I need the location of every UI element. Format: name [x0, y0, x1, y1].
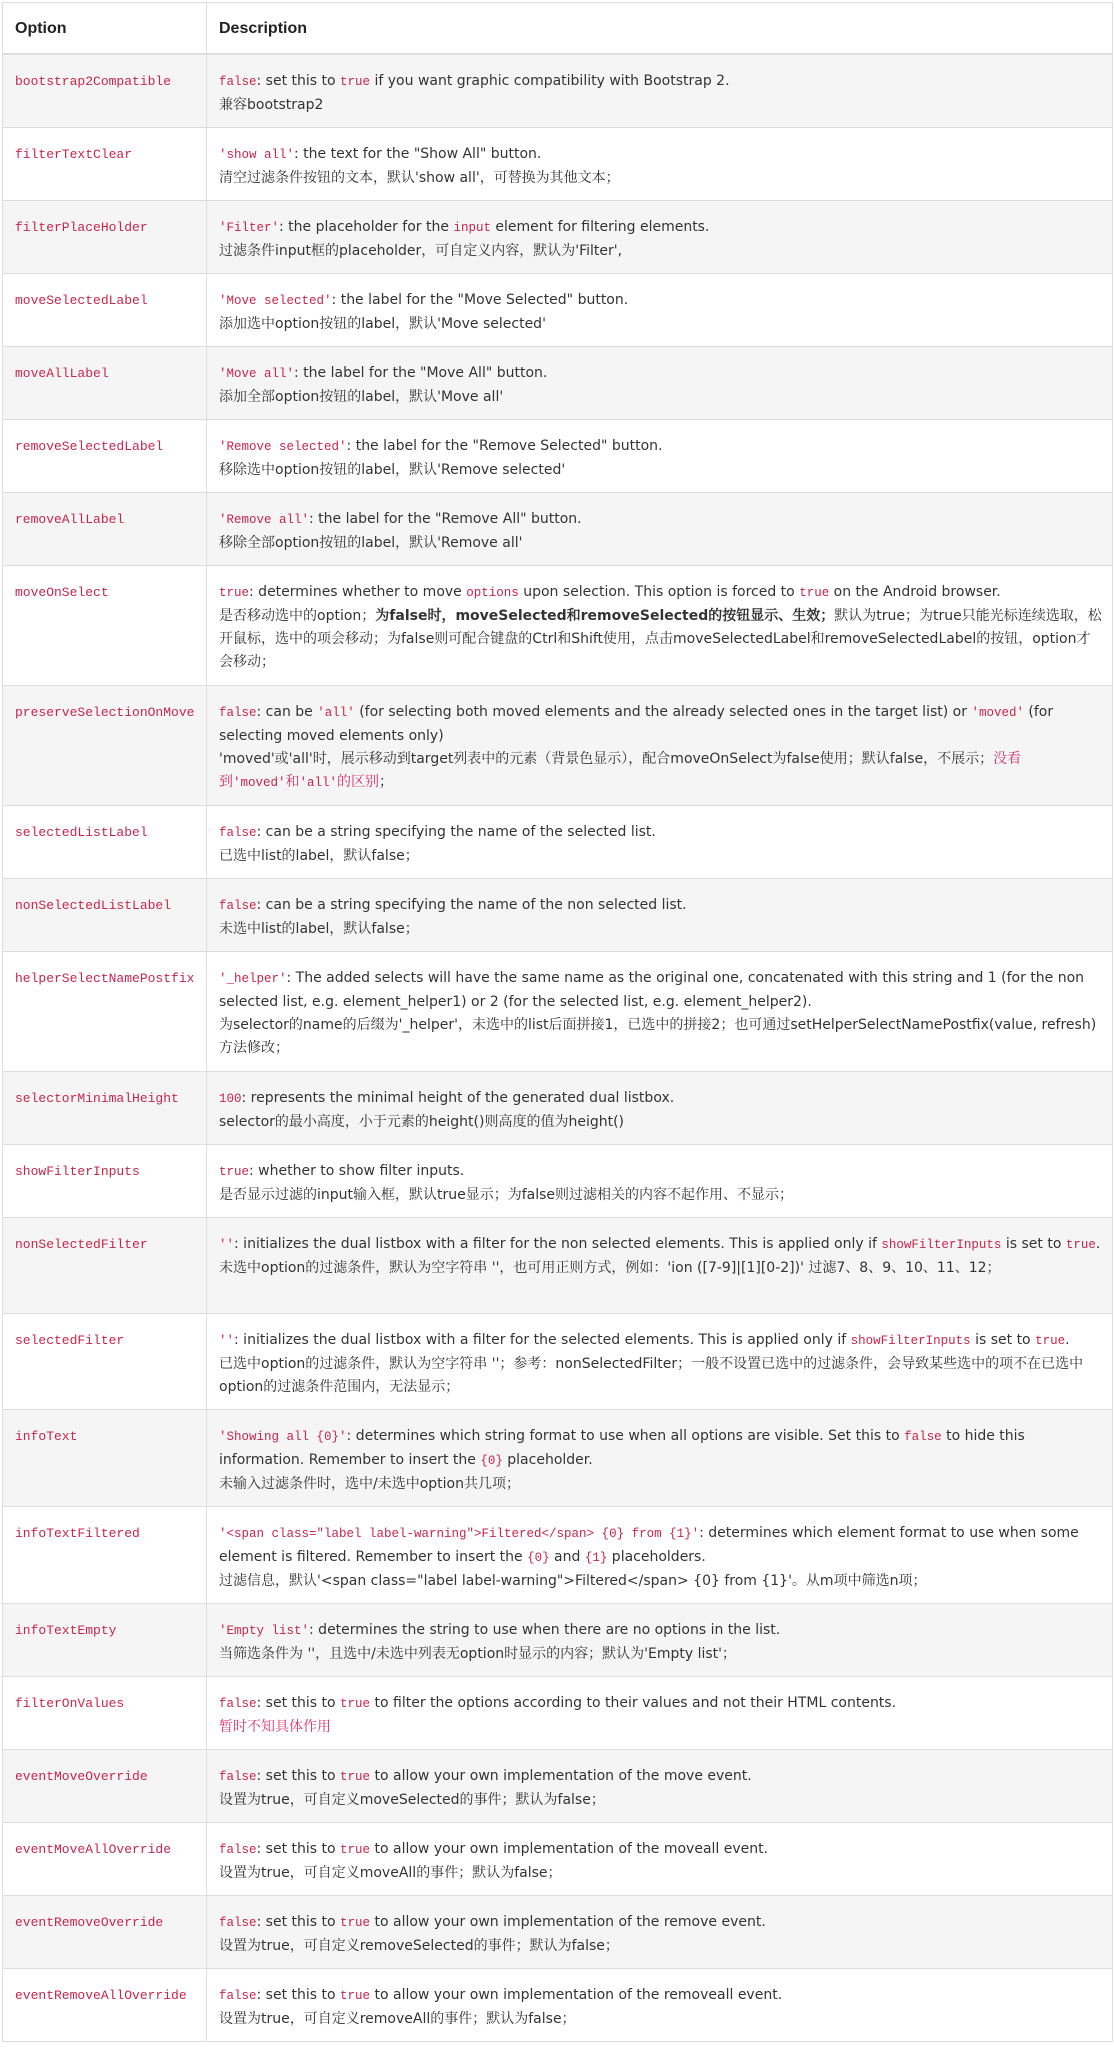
option-name: infoTextEmpty [3, 1603, 207, 1676]
option-description [207, 1071, 1113, 1144]
text: 清空过滤条件按钮的文本，默认'show all'，可替换为其他文本； [219, 169, 620, 186]
text: 添加选中option按钮的label，默认'Move selected' [219, 315, 546, 332]
text: 已选中option的过滤条件，默认为空字符串 ''；参考：nonSelectedFilter；一般不设置已选中的过滤条件，会导致某些选中的项不在已选中option的过滤条件范围内，无法显示； [219, 1355, 1084, 1395]
inline-code: 'moved' [971, 705, 1024, 720]
description-english [219, 1329, 1102, 1353]
text: : the label for the "Move Selected" button. [331, 291, 629, 308]
description-chinese [219, 94, 1102, 117]
option-name: eventRemoveOverride [3, 1895, 207, 1968]
option-description [207, 1506, 1113, 1603]
description-english [219, 435, 1102, 459]
table-row [3, 1822, 1113, 1895]
emphasis-text: 为false时，moveSelected和removeSelected的按钮显示、生效； [375, 607, 835, 624]
description-english [219, 1233, 1102, 1257]
description-english [219, 1087, 1102, 1111]
description-english [219, 216, 1102, 240]
text: placeholders. [607, 1548, 706, 1565]
text: 未选中option的过滤条件，默认为空字符串 ''，也可用正则方式，例如：'ion ([7-9]|[1][0-2])' 过滤7、8、9、10、11、12； [219, 1259, 1001, 1276]
description-english [219, 1425, 1102, 1473]
text: : set this to [256, 1913, 341, 1930]
option-description [207, 492, 1113, 565]
table-row [3, 1506, 1113, 1603]
option-name: moveAllLabel [3, 346, 207, 419]
inline-code: false [219, 705, 257, 720]
description-chinese [219, 1353, 1102, 1399]
option-description [207, 273, 1113, 346]
text: : set this to [256, 1694, 341, 1711]
inline-code: 'Move all' [219, 366, 295, 381]
column-header-option: Option [3, 3, 207, 55]
description-chinese [219, 1935, 1102, 1958]
text: 是否移动选中的option； [219, 607, 376, 624]
description-english [219, 581, 1102, 605]
option-name: showFilterInputs [3, 1144, 207, 1217]
text: 移除全部option按钮的label，默认'Remove all' [219, 534, 523, 551]
column-header-description: Description [207, 3, 1113, 55]
text: . [1095, 1235, 1101, 1252]
description-chinese [219, 240, 1102, 263]
highlight-note: 没看到 [219, 750, 1022, 790]
option-name: removeSelectedLabel [3, 419, 207, 492]
text: : set this to [256, 73, 341, 89]
table-row [3, 1313, 1113, 1409]
text: on the Android browser. [829, 583, 1001, 600]
inline-code: '_helper' [219, 971, 287, 986]
description-chinese [219, 1643, 1102, 1666]
inline-code: 'moved' [233, 775, 286, 790]
highlight-note: 的区别 [337, 773, 380, 790]
text: selector的最小高度，小于元素的height()则高度的值为height() [219, 1113, 625, 1130]
text: to allow your own implementation of the moveall event. [370, 1840, 769, 1857]
description-english [219, 508, 1102, 532]
options-table [2, 2, 1113, 2042]
option-name: eventMoveOverride [3, 1749, 207, 1822]
option-name: moveSelectedLabel [3, 273, 207, 346]
inline-code: 'Filter' [219, 220, 280, 235]
description-chinese [219, 1184, 1102, 1207]
text: : can be a string specifying the name of the non selected list. [256, 896, 687, 913]
inline-code: true [219, 1164, 250, 1179]
text: 设置为true，可自定义moveAll的事件；默认为false； [219, 1864, 562, 1881]
option-name: eventRemoveAllOverride [3, 1968, 207, 2041]
option-description [207, 1676, 1113, 1749]
text: upon selection. This option is forced to [518, 583, 800, 600]
inline-code: false [904, 1429, 942, 1444]
text: 设置为true，可自定义moveSelected的事件；默认为false； [219, 1791, 605, 1808]
text: 已选中list的label，默认false； [219, 847, 419, 864]
inline-code: true [340, 75, 371, 89]
description-chinese [219, 1789, 1102, 1812]
table-row [3, 54, 1113, 127]
description-chinese [219, 1111, 1102, 1134]
description-english [219, 894, 1102, 918]
description-english [219, 701, 1102, 748]
option-name: preserveSelectionOnMove [3, 685, 207, 805]
text: : The added selects will have the same name as the original one, concatenated with this string and 1 (for the non selected list, e.g. element_helper1) or 2 (for the selected list, e.g. element_helper2). [219, 969, 1085, 1010]
table-row [3, 273, 1113, 346]
description-english [219, 70, 1102, 94]
highlight-note: 暂时不知具体作用 [219, 1718, 331, 1735]
text: is set to [970, 1331, 1036, 1348]
inline-code: true [799, 585, 830, 600]
option-name: moveOnSelect [3, 565, 207, 685]
description-chinese [219, 845, 1102, 868]
option-description [207, 1313, 1113, 1409]
description-chinese [219, 1014, 1102, 1060]
text: : whether to show filter inputs. [249, 1162, 465, 1179]
text: : determines the string to use when there are no options in the list. [309, 1621, 781, 1638]
inline-code: 'Empty list' [219, 1623, 310, 1638]
text: : the placeholder for the [279, 218, 454, 235]
text: 当筛选条件为 ''，且选中/未选中列表无option时显示的内容；默认为'Empty list'； [219, 1645, 736, 1662]
option-description [207, 805, 1113, 878]
option-description [207, 1217, 1113, 1313]
description-english [219, 1911, 1102, 1935]
option-name: selectedFilter [3, 1313, 207, 1409]
description-chinese [219, 918, 1102, 941]
option-description [207, 1409, 1113, 1506]
text: : initializes the dual listbox with a filter for the non selected elements. This is applied only if [234, 1235, 882, 1252]
option-description [207, 54, 1113, 127]
option-name: filterOnValues [3, 1676, 207, 1749]
table-row [3, 1071, 1113, 1144]
text: : the label for the "Remove All" button. [309, 510, 582, 527]
text: to allow your own implementation of the removeall event. [370, 1986, 783, 2003]
option-name: helperSelectNamePostfix [3, 951, 207, 1071]
text: 设置为true，可自定义removeAll的事件；默认为false； [219, 2010, 576, 2027]
text: (for selecting moved elements only) [219, 703, 1054, 744]
text: : can be [256, 703, 318, 720]
inline-code: 100 [219, 1091, 242, 1106]
inline-code: 'Remove all' [219, 512, 310, 527]
inline-code: 'show all' [219, 147, 295, 162]
inline-code: false [219, 1842, 257, 1857]
table-header-row [3, 3, 1113, 55]
option-description [207, 346, 1113, 419]
option-name: selectorMinimalHeight [3, 1071, 207, 1144]
text: : the text for the "Show All" button. [294, 145, 542, 162]
description-chinese [219, 605, 1102, 674]
option-name: nonSelectedListLabel [3, 878, 207, 951]
text: if you want graphic compatibility with Bootstrap 2. [370, 73, 730, 89]
text: and [549, 1548, 585, 1565]
table-row [3, 685, 1113, 805]
description-english [219, 967, 1102, 1014]
text: : set this to [256, 1840, 341, 1857]
inline-code: 'all' [317, 705, 355, 720]
description-chinese [219, 313, 1102, 336]
description-english [219, 1692, 1102, 1716]
text: (for selecting both moved elements and the already selected ones in the target list) or [354, 703, 972, 720]
text: : represents the minimal height of the generated dual listbox. [241, 1089, 675, 1106]
table-row [3, 1968, 1113, 2041]
text: 是否显示过滤的input输入框，默认true显示；为false则过滤相关的内容不起作用、不显示； [219, 1186, 794, 1203]
inline-code: true [340, 1696, 371, 1711]
text: to allow your own implementation of the remove event. [370, 1913, 766, 1930]
text: : initializes the dual listbox with a filter for the selected elements. This is applied only if [234, 1331, 851, 1348]
option-description [207, 1603, 1113, 1676]
description-chinese [219, 1473, 1102, 1496]
inline-code: false [219, 1988, 257, 2003]
text: is set to [1001, 1235, 1066, 1252]
option-name: filterPlaceHolder [3, 200, 207, 273]
inline-code: true [340, 1842, 371, 1857]
table-row [3, 805, 1113, 878]
table-row [3, 127, 1113, 200]
option-name: nonSelectedFilter [3, 1217, 207, 1313]
text: placeholder. [502, 1451, 593, 1468]
text: to hide this information. Remember to insert the [219, 1427, 1025, 1468]
inline-code: 'Showing all {0}' [219, 1429, 347, 1444]
inline-code: options [466, 585, 519, 600]
description-english [219, 143, 1102, 167]
inline-code: showFilterInputs [881, 1237, 1002, 1252]
text: to filter the options according to their values and not their HTML contents. [370, 1694, 897, 1711]
option-description [207, 200, 1113, 273]
option-description [207, 565, 1113, 685]
option-name: filterTextClear [3, 127, 207, 200]
inline-code: {1} [584, 1550, 608, 1565]
inline-code: true [219, 585, 250, 600]
description-chinese [219, 386, 1102, 409]
text: : determines whether to move [249, 583, 467, 600]
text: to allow your own implementation of the move event. [370, 1767, 752, 1784]
option-description [207, 1144, 1113, 1217]
text: ； [379, 773, 394, 790]
option-description [207, 1895, 1113, 1968]
option-name: eventMoveAllOverride [3, 1822, 207, 1895]
text: 为selector的name的后缀为'_helper'，未选中的list后面拼接1，已选中的拼接2；也可通过setHelperSelectNamePostfix(value, refresh)方法修改； [219, 1016, 1097, 1056]
inline-code: false [219, 75, 257, 89]
text: : the label for the "Move All" button. [294, 364, 548, 381]
table-row [3, 492, 1113, 565]
inline-code: input [453, 220, 491, 235]
inline-code: false [219, 1769, 257, 1784]
option-name: removeAllLabel [3, 492, 207, 565]
table-row [3, 1217, 1113, 1313]
text: : the label for the "Remove Selected" button. [346, 437, 663, 454]
option-description [207, 1749, 1113, 1822]
text: : set this to [256, 1986, 341, 2003]
description-chinese [219, 1862, 1102, 1885]
text: . [1065, 1331, 1070, 1348]
table-row [3, 1749, 1113, 1822]
description-chinese [219, 2008, 1102, 2031]
description-english [219, 289, 1102, 313]
text: 未选中list的label，默认false； [219, 920, 419, 937]
table-row [3, 200, 1113, 273]
option-name: infoTextFiltered [3, 1506, 207, 1603]
option-name: selectedListLabel [3, 805, 207, 878]
table-row [3, 951, 1113, 1071]
text: 未输入过滤条件时，选中/未选中option共几项； [219, 1475, 520, 1492]
inline-code: '' [219, 1237, 235, 1252]
description-chinese [219, 1570, 1102, 1593]
description-chinese [219, 459, 1102, 482]
table-row [3, 346, 1113, 419]
inline-code: false [219, 1915, 257, 1930]
text: 兼容bootstrap2 [219, 97, 324, 113]
description-english [219, 1838, 1102, 1862]
table-row [3, 1895, 1113, 1968]
option-description [207, 685, 1113, 805]
option-name: infoText [3, 1409, 207, 1506]
description-english [219, 362, 1102, 386]
table-row [3, 1603, 1113, 1676]
text: 默认为true；为true只能光标连续选取，松开鼠标，选中的项会移动；为false则可配合键盘的Ctrl和Shift使用，点击moveSelectedLabel和removeSelectedLabel的按钮，option才会移动； [219, 607, 1102, 670]
description-english [219, 1160, 1102, 1184]
text: : determines which string format to use when all options are visible. Set this to [346, 1427, 905, 1444]
table-row [3, 1409, 1113, 1506]
option-description [207, 951, 1113, 1071]
description-english [219, 821, 1102, 845]
option-description [207, 1822, 1113, 1895]
inline-code: true [340, 1915, 371, 1930]
option-description [207, 127, 1113, 200]
text: 设置为true，可自定义removeSelected的事件；默认为false； [219, 1937, 619, 1954]
option-description [207, 419, 1113, 492]
inline-code: true [340, 1769, 371, 1784]
text: 过滤条件input框的placeholder，可自定义内容，默认为'Filter', [219, 242, 623, 259]
text: : determines which element format to use when some element is filtered. Remember to insert the [219, 1524, 1079, 1565]
text: 添加全部option按钮的label，默认'Move all' [219, 388, 504, 405]
table-row [3, 878, 1113, 951]
inline-code: '<span class="label label-warning">Filtered</span> {0} from {1}' [219, 1526, 700, 1541]
text: 'moved'或'all'时，展示移动到target列表中的元素（背景色显示），配合moveOnSelect为false使用；默认false，不展示； [219, 750, 994, 767]
table-row [3, 1676, 1113, 1749]
description-chinese [219, 748, 1102, 795]
inline-code: {0} [480, 1453, 503, 1468]
text: : can be a string specifying the name of the selected list. [256, 823, 656, 840]
description-english [219, 1765, 1102, 1789]
table-row [3, 565, 1113, 685]
text: 移除选中option按钮的label，默认'Remove selected' [219, 461, 566, 478]
inline-code: true [340, 1988, 371, 2003]
option-name: bootstrap2Compatible [3, 54, 207, 127]
inline-code: false [219, 898, 257, 913]
inline-code: false [219, 825, 257, 840]
text: element for filtering elements. [490, 218, 710, 235]
inline-code: '' [219, 1333, 235, 1348]
description-chinese [219, 1716, 1102, 1739]
description-chinese [219, 532, 1102, 555]
description-chinese [219, 1257, 1102, 1280]
text: 过滤信息，默认'<span class="label label-warning">Filtered</span> {0} from {1}'。从m项中筛选n项； [219, 1572, 927, 1589]
inline-code: false [219, 1696, 257, 1711]
inline-code: true [1035, 1333, 1066, 1348]
inline-code: {0} [527, 1550, 550, 1565]
table-row [3, 419, 1113, 492]
option-description [207, 878, 1113, 951]
inline-code: 'Move selected' [219, 293, 332, 308]
table-row [3, 1144, 1113, 1217]
highlight-note: 和 [285, 773, 300, 790]
description-chinese [219, 167, 1102, 190]
text: : set this to [256, 1767, 341, 1784]
table-body [3, 54, 1113, 2041]
description-english [219, 1522, 1102, 1570]
description-english [219, 1619, 1102, 1643]
option-description [207, 1968, 1113, 2041]
inline-code: true [1065, 1237, 1096, 1252]
inline-code: 'Remove selected' [219, 439, 347, 454]
inline-code: showFilterInputs [850, 1333, 971, 1348]
inline-code: 'all' [299, 775, 338, 790]
description-english [219, 1984, 1102, 2008]
